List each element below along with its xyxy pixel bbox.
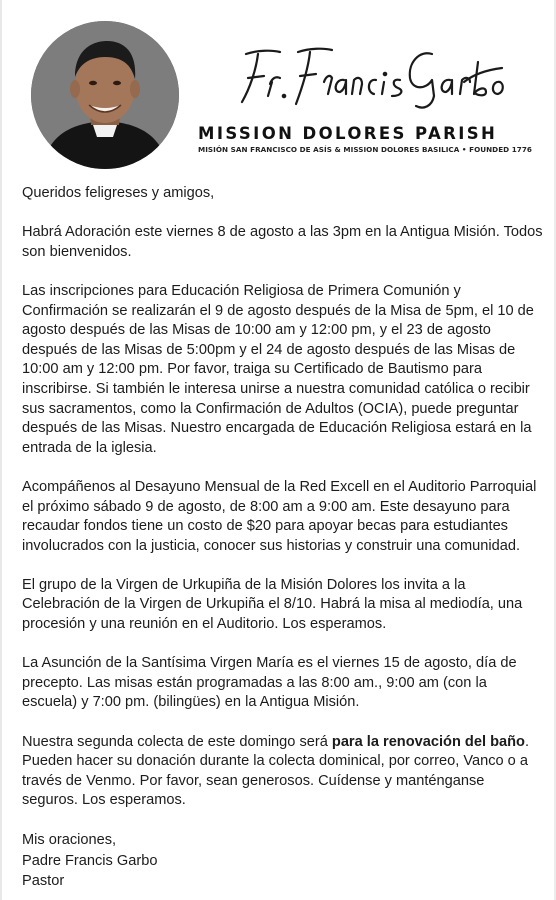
parish-subtitle: MISIÓN SAN FRANCISCO DE ASÍS & MISSION DOLORES BASILICA • FOUNDED 1776 [198,145,532,154]
parish-name: MISSION DOLORES PARISH [198,124,498,143]
greeting: Queridos feligreses y amigos, [22,185,215,201]
closing: Mis oraciones, [22,831,117,848]
collection-text-end: . Pueden hacer su donación durante la colecta dominical, por correo, Vanco o a través de Venmo. Por favor, sean generosos. Cuídense y manténganse seguros. Los esperamos. [22,733,529,809]
collection-purpose: para la renovación del baño [331,733,525,750]
signature-logo [228,44,508,114]
pastor-photo [31,21,179,169]
paragraph-assumption: La Asunción de la Santísima Virgen María es el viernes 15 de agosto, día de precepto. Las misas están programadas a las 8:00 am., 9:00 am (con la escuela) y 7:00 pm. (bilingües) en la Antigua Misión. [22,655,517,711]
paragraph-urkupina: El grupo de la Virgen de Urkupiña de la Misión Dolores los invita a la Celebración de la Virgen de Urkupiña el 8/10. Habrá la misa al mediodía, una procesión y una reunión en el Auditorio. Los esperamos. [22,576,523,633]
signoff-name: Padre Francis Garbo [22,853,158,869]
collection-text-start: Nuestra segunda colecta de este domingo será [22,733,332,750]
paragraph-collection [22,733,544,811]
signoff [22,852,157,891]
signoff-title: Pastor [22,872,65,889]
paragraph-adoration: Habrá Adoración este viernes 8 de agosto a las 3pm en la Antigua Misión. Todos son bienvenidos. [22,224,543,260]
letter-body [22,184,544,870]
letter-header [0,0,556,172]
paragraph-registration: Las inscripciones para Educación Religiosa de Primera Comunión y Confirmación se realizarán el 9 de agosto después de la Misa de 5pm, el 10 de agosto después de las Misas de 10:00 am y 12:00 pm, y el 23 de agosto después de las Misas de 5:00pm y el 24 de agosto después de las Misas de 10:00 am y 12:00 pm. Por favor, traiga su Certificado de Bautismo para inscribirse. Si también le interesa unirse a nuestra comunidad católica o recibir sus sacramentos, como la Confirmación de Adultos (OCIA), puede preguntar después de las Misas. Nuestro encargada de Educación Religiosa estará en la entrada de la iglesia. [22,282,534,456]
paragraph-breakfast: Acompáñenos al Desayuno Mensual de la Red Excell en el Auditorio Parroquial el próximo sábado 9 de agosto, de 8:00 am a 9:00 am. Este desayuno para recaudar fondos tiene un costo de $20 para apoyar becas para estudiantes involucrados con la justicia, conocer sus historias y construir una comunidad. [22,478,537,554]
